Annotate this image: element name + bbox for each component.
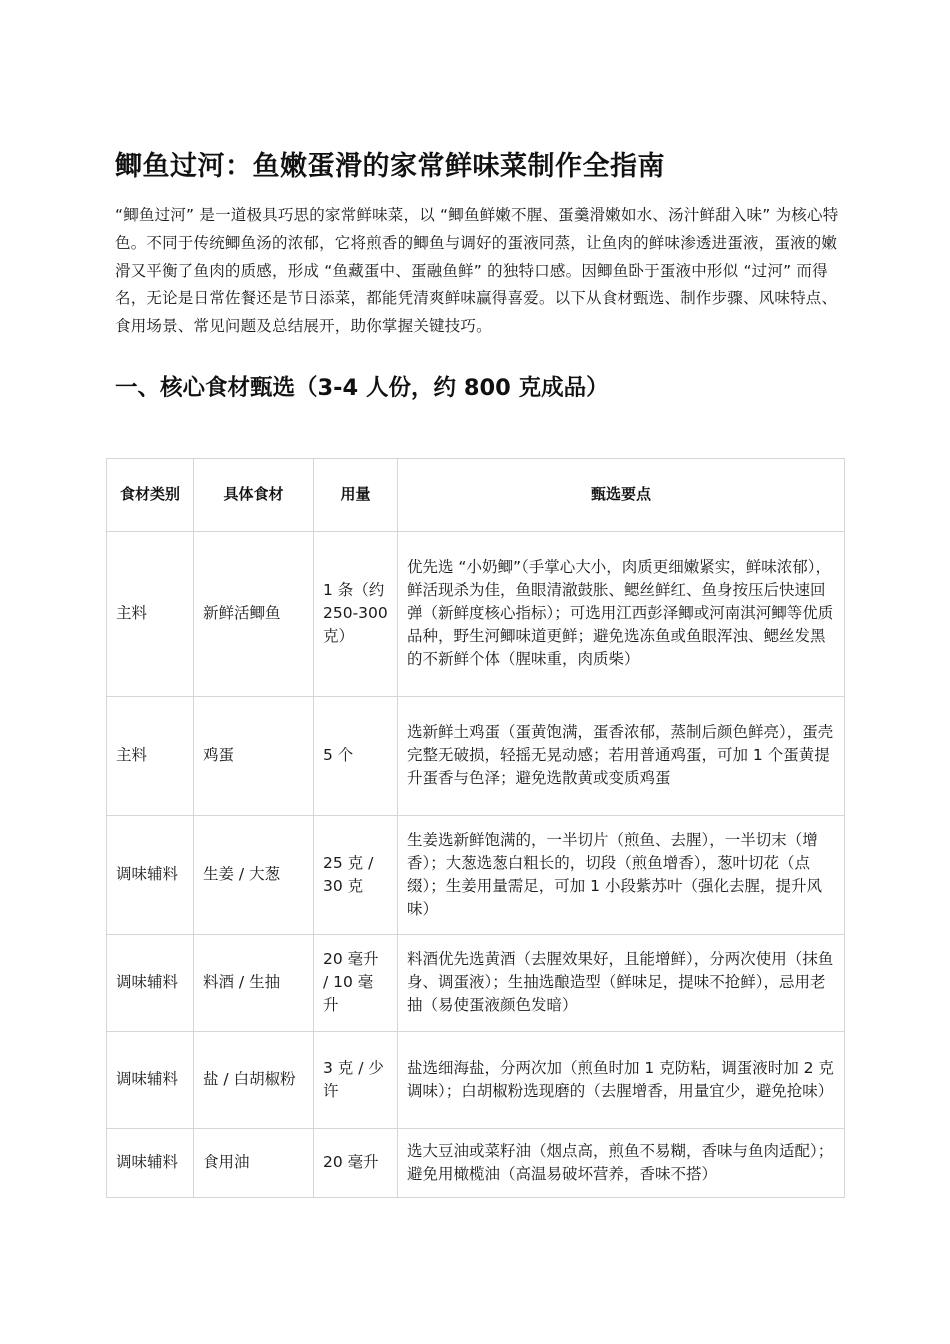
cell-notes: 优先选 “小奶鲫”（手掌心大小，肉质更细嫩紧实，鲜味浓郁），鲜活现杀为佳，鱼眼清澈鼓胀、鳃丝鲜红、鱼身按压后快速回弹（新鲜度核心指标）；可选用江西彭泽鲫或河南淇河鲫等优质品种，野生河鲫味道更鲜；避免选冻鱼或鱼眼浑浊、鳃丝发黑的不新鲜个体（腥味重，肉质柴） [398, 531, 845, 696]
cell-ingredient: 食用油 [194, 1128, 314, 1197]
cell-ingredient: 料酒 / 生抽 [194, 934, 314, 1031]
table-row [107, 1128, 845, 1197]
section-title: 一、核心食材甄选（3-4 人份，约 800 克成品） [115, 374, 609, 401]
cell-notes: 料酒优先选黄酒（去腥效果好，且能增鲜），分两次使用（抹鱼身、调蛋液）；生抽选酿造型（鲜味足，提味不抢鲜），忌用老抽（易使蛋液颜色发暗） [398, 934, 845, 1031]
cell-category: 调味辅料 [107, 1031, 194, 1128]
ingredients-table [106, 458, 845, 1198]
table-row [107, 531, 845, 696]
table-row [107, 815, 845, 934]
cell-category: 调味辅料 [107, 934, 194, 1031]
cell-notes: 选大豆油或菜籽油（烟点高，煎鱼不易糊，香味与鱼肉适配）；避免用橄榄油（高温易破坏营养，香味不搭） [398, 1128, 845, 1197]
header-category: 食材类别 [107, 458, 194, 531]
cell-notes: 生姜选新鲜饱满的，一半切片（煎鱼、去腥），一半切末（增香）；大葱选葱白粗长的，切段（煎鱼增香），葱叶切花（点缀）；生姜用量需足，可加 1 小段紫苏叶（强化去腥，提升风味） [398, 815, 845, 934]
header-ingredient: 具体食材 [194, 458, 314, 531]
cell-ingredient: 生姜 / 大葱 [194, 815, 314, 934]
intro-paragraph: “鲫鱼过河” 是一道极具巧思的家常鲜味菜，以 “鲫鱼鲜嫩不腥、蛋羹滑嫩如水、汤汁鲜甜入味” 为核心特色。不同于传统鲫鱼汤的浓郁，它将煎香的鲫鱼与调好的蛋液同蒸，让鱼肉的鲜味渗透进蛋液，蛋液的嫩滑又平衡了鱼肉的质感，形成 “鱼藏蛋中、蛋融鱼鲜” 的独特口感。因鲫鱼卧于蛋液中形似 “过河” 而得名，无论是日常佐餐还是节日添菜，都能凭清爽鲜味赢得喜爱。以下从食材甄选、制作步骤、风味特点、食用场景、常见问题及总结展开，助你掌握关键技巧。 [115, 206, 839, 336]
cell-amount: 20 毫升 / 10 毫升 [314, 934, 398, 1031]
table-row [107, 696, 845, 815]
cell-ingredient: 盐 / 白胡椒粉 [194, 1031, 314, 1128]
cell-amount: 5 个 [314, 696, 398, 815]
cell-ingredient: 鸡蛋 [194, 696, 314, 815]
cell-amount: 1 条（约 250-300 克） [314, 531, 398, 696]
ingredients-table-wrapper [106, 458, 844, 1198]
cell-notes: 选新鲜土鸡蛋（蛋黄饱满，蛋香浓郁，蒸制后颜色鲜亮），蛋壳完整无破损，轻摇无晃动感；若用普通鸡蛋，可加 1 个蛋黄提升蛋香与色泽；避免选散黄或变质鸡蛋 [398, 696, 845, 815]
cell-ingredient: 新鲜活鲫鱼 [194, 531, 314, 696]
cell-amount: 3 克 / 少许 [314, 1031, 398, 1128]
cell-amount: 20 毫升 [314, 1128, 398, 1197]
cell-category: 调味辅料 [107, 1128, 194, 1197]
header-amount: 用量 [314, 458, 398, 531]
table-row [107, 934, 845, 1031]
cell-category: 主料 [107, 531, 194, 696]
table-row [107, 1031, 845, 1128]
table-header-row [107, 458, 845, 531]
header-notes: 甄选要点 [398, 458, 845, 531]
cell-notes: 盐选细海盐，分两次加（煎鱼时加 1 克防粘，调蛋液时加 2 克调味）；白胡椒粉选现磨的（去腥增香，用量宜少，避免抢味） [398, 1031, 845, 1128]
cell-amount: 25 克 / 30 克 [314, 815, 398, 934]
page-title: 鲫鱼过河：鱼嫩蛋滑的家常鲜味菜制作全指南 [115, 151, 665, 182]
cell-category: 调味辅料 [107, 815, 194, 934]
cell-category: 主料 [107, 696, 194, 815]
